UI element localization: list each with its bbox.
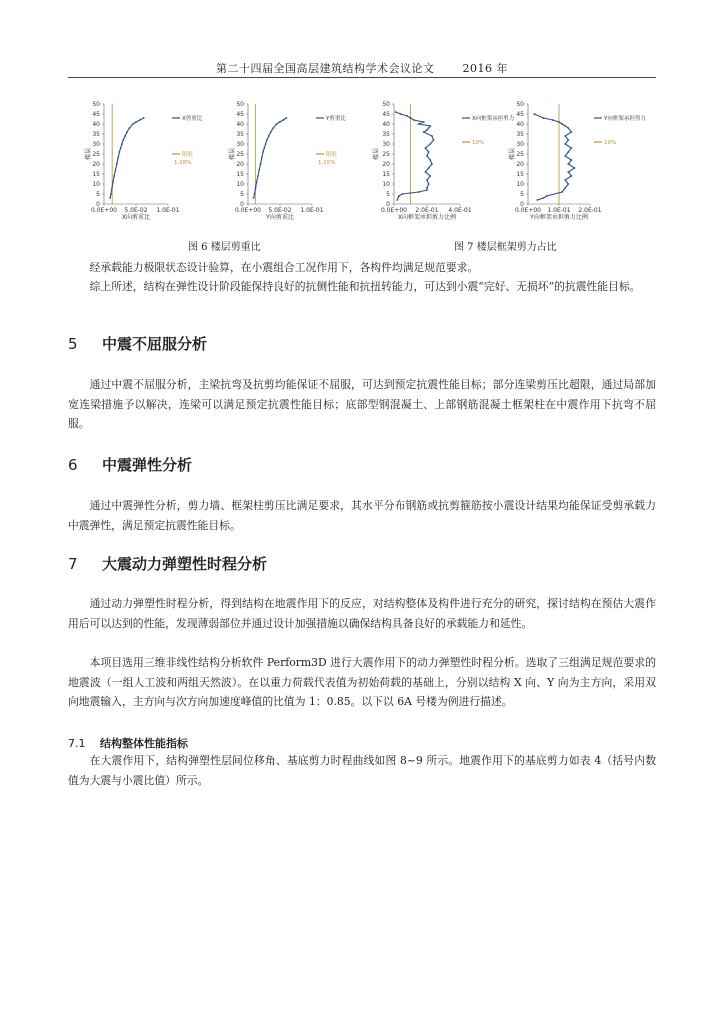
data-point bbox=[426, 179, 428, 181]
x-tick-label: 1.0E-01 bbox=[300, 207, 324, 214]
header-year: 2016 年 bbox=[462, 62, 508, 75]
data-point bbox=[257, 175, 259, 177]
data-point bbox=[261, 157, 263, 159]
data-point bbox=[124, 135, 126, 137]
section-6-title: 中震弹性分析 bbox=[102, 456, 193, 474]
data-point bbox=[406, 115, 408, 117]
section-5-paragraph: 通过中震不屈服分析，主梁抗弯及抗剪均能保证不屈服，可达到预定抗震性能目标；部分连梁剪压比超限，通过局部加宽连梁措施予以解决，连梁可以满足预定抗震性能目标；底部型钢混凝土、上部钢筋混凝土框架柱在中震作用下抗弯不屈服。 bbox=[68, 378, 656, 430]
data-point bbox=[564, 143, 566, 145]
data-point bbox=[110, 193, 112, 195]
data-point bbox=[564, 179, 566, 181]
data-point bbox=[286, 117, 288, 119]
data-point bbox=[428, 183, 430, 185]
legend-series-label: X剪重比 bbox=[182, 116, 203, 122]
chart-y-frame-shear-ratio-svg bbox=[508, 96, 652, 228]
y-tick-label: 40 bbox=[516, 121, 524, 128]
data-point bbox=[279, 121, 281, 123]
data-point bbox=[423, 131, 425, 133]
legend-series-label: X向框架承担剪力 bbox=[472, 116, 515, 122]
x-axis-label: Y向框架承担剪力比例 bbox=[530, 214, 588, 221]
y-axis-label: 楼层 bbox=[509, 147, 516, 161]
legend-limit-value: 1.28% bbox=[174, 160, 192, 166]
chart-x-frame-shear-ratio-svg bbox=[372, 96, 516, 228]
data-point bbox=[567, 151, 569, 153]
data-point bbox=[256, 181, 258, 183]
running-header bbox=[68, 60, 656, 76]
y-tick-label: 15 bbox=[382, 171, 390, 178]
y-tick-label: 45 bbox=[92, 111, 100, 118]
y-tick-label: 15 bbox=[516, 171, 524, 178]
data-point bbox=[429, 159, 431, 161]
chart-x-shear-weight-svg bbox=[84, 96, 228, 228]
fig7-caption: 图 7 楼层框架剪力占比 bbox=[454, 242, 557, 253]
data-point bbox=[135, 121, 137, 123]
section-7-1-heading bbox=[68, 735, 188, 751]
y-tick-label: 50 bbox=[236, 101, 244, 108]
data-point bbox=[546, 195, 548, 197]
x-tick-label: 1.0E-01 bbox=[156, 207, 180, 214]
data-point bbox=[433, 139, 435, 141]
data-point bbox=[571, 175, 573, 177]
section-7-paragraph-2: 本项目选用三维非线性结构分析软件 Perform3D 进行大震作用下的动力弹塑性时程分析。选取了三组满足规范要求的地震波（一组人工波和两组天然波）。在以重力荷载代表值为初始荷载的基础上，分别以结构 X 向、Y 向为主方向，采用双向地震输入，主方向与次方向加速度峰值的比值为 1：0.85。以下以 6A 号楼为例进行描述。 bbox=[68, 656, 656, 708]
y-tick-label: 5 bbox=[386, 191, 390, 198]
y-tick-label: 35 bbox=[516, 131, 524, 138]
data-point bbox=[258, 169, 260, 171]
data-point bbox=[564, 155, 566, 157]
data-point bbox=[429, 143, 431, 145]
x-tick-label: 0.0E+00 bbox=[91, 207, 117, 214]
data-point bbox=[418, 191, 420, 193]
data-point bbox=[423, 121, 425, 123]
section-6-number: 6 bbox=[68, 456, 78, 474]
data-point bbox=[571, 131, 573, 133]
x-tick-label: 5.0E-02 bbox=[268, 207, 292, 214]
data-point bbox=[111, 187, 113, 189]
data-point bbox=[574, 167, 576, 169]
y-tick-label: 20 bbox=[92, 161, 100, 168]
x-tick-label: 5.0E-02 bbox=[124, 207, 148, 214]
y-tick-label: 25 bbox=[516, 151, 524, 158]
data-point bbox=[429, 125, 431, 127]
data-point bbox=[429, 175, 431, 177]
data-point bbox=[567, 139, 569, 141]
legend-series-label: Y剪重比 bbox=[326, 116, 346, 122]
data-point bbox=[567, 183, 569, 185]
x-tick-label: 2.0E-01 bbox=[415, 207, 439, 214]
section-7-heading bbox=[68, 553, 267, 574]
y-tick-label: 20 bbox=[236, 161, 244, 168]
data-point bbox=[400, 113, 402, 115]
y-tick-label: 25 bbox=[236, 151, 244, 158]
y-tick-label: 45 bbox=[236, 111, 244, 118]
y-tick-label: 45 bbox=[516, 111, 524, 118]
y-tick-label: 5 bbox=[520, 191, 524, 198]
data-point bbox=[564, 187, 566, 189]
data-point bbox=[571, 147, 573, 149]
y-tick-label: 0 bbox=[96, 201, 100, 208]
data-point bbox=[113, 175, 115, 177]
data-point bbox=[265, 143, 267, 145]
data-point bbox=[431, 163, 433, 165]
data-point bbox=[571, 159, 573, 161]
header-rule bbox=[68, 77, 656, 78]
y-tick-label: 20 bbox=[382, 161, 390, 168]
legend-limit-value: 10% bbox=[604, 140, 617, 146]
y-tick-label: 0 bbox=[240, 201, 244, 208]
data-point bbox=[398, 195, 400, 197]
data-point bbox=[426, 129, 428, 131]
y-axis-label: 楼层 bbox=[373, 147, 380, 161]
chart-y-shear-weight bbox=[228, 96, 372, 228]
data-point bbox=[424, 171, 426, 173]
data-point bbox=[122, 139, 124, 141]
y-tick-label: 50 bbox=[516, 101, 524, 108]
y-tick-label: 30 bbox=[236, 141, 244, 148]
y-tick-label: 15 bbox=[92, 171, 100, 178]
data-point bbox=[567, 163, 569, 165]
data-point bbox=[270, 131, 272, 133]
y-tick-label: 20 bbox=[516, 161, 524, 168]
x-axis-label: Y向剪重比 bbox=[266, 214, 294, 221]
y-tick-label: 5 bbox=[96, 191, 100, 198]
data-point bbox=[282, 119, 284, 121]
data-point bbox=[262, 151, 264, 153]
legend-series-label: Y向框架承担剪力 bbox=[604, 116, 646, 122]
x-tick-label: 2.0E-01 bbox=[578, 207, 602, 214]
data-point bbox=[564, 125, 566, 127]
data-point bbox=[426, 189, 428, 191]
data-point bbox=[428, 151, 430, 153]
y-tick-label: 30 bbox=[92, 141, 100, 148]
section-7-paragraph-1: 通过动力弹塑性时程分析，得到结构在地震作用下的反应，对结构整体及构件进行充分的研究，探讨结构在预估大震作用后可以达到的性能，发现薄弱部位并通过设计加强措施以确保结构具备良好的承载能力和延性。 bbox=[68, 597, 656, 630]
data-point bbox=[129, 127, 131, 129]
section-5-heading bbox=[68, 333, 207, 354]
data-point bbox=[260, 163, 262, 165]
series-line bbox=[254, 118, 287, 198]
data-point bbox=[558, 121, 560, 123]
data-point bbox=[564, 135, 566, 137]
y-tick-label: 10 bbox=[92, 181, 100, 188]
x-tick-label: 1.0E-01 bbox=[547, 207, 571, 214]
section-7-number: 7 bbox=[68, 555, 78, 573]
data-point bbox=[428, 127, 430, 129]
chart-x-frame-shear-ratio bbox=[372, 96, 516, 228]
data-point bbox=[121, 143, 123, 145]
y-tick-label: 35 bbox=[92, 131, 100, 138]
y-tick-label: 10 bbox=[236, 181, 244, 188]
x-tick-label: 0.0E+00 bbox=[235, 207, 261, 214]
y-tick-label: 15 bbox=[236, 171, 244, 178]
section-5-number: 5 bbox=[68, 335, 78, 353]
y-tick-label: 40 bbox=[236, 121, 244, 128]
data-point bbox=[567, 127, 569, 129]
data-point bbox=[410, 117, 412, 119]
x-tick-label: 4.0E-01 bbox=[448, 207, 472, 214]
data-point bbox=[552, 119, 554, 121]
y-tick-label: 45 bbox=[382, 111, 390, 118]
y-tick-label: 10 bbox=[516, 181, 524, 188]
y-tick-label: 50 bbox=[382, 101, 390, 108]
y-tick-label: 25 bbox=[382, 151, 390, 158]
y-tick-label: 0 bbox=[386, 201, 390, 208]
data-point bbox=[426, 155, 428, 157]
paragraph-intro-2: 综上所述，结构在弹性设计阶段能保持良好的抗侧性能和抗扭转能力，可达到小震“完好、无损坏”的抗震性能目标。 bbox=[89, 280, 641, 293]
section-6-heading bbox=[68, 454, 192, 475]
data-point bbox=[268, 135, 270, 137]
data-point bbox=[120, 147, 122, 149]
data-point bbox=[424, 147, 426, 149]
y-tick-label: 35 bbox=[236, 131, 244, 138]
section-7-1-number: 7.1 bbox=[68, 737, 86, 750]
data-point bbox=[117, 157, 119, 159]
y-tick-label: 5 bbox=[240, 191, 244, 198]
x-axis-label: X向剪重比 bbox=[121, 214, 151, 221]
data-point bbox=[396, 199, 398, 201]
data-point bbox=[533, 113, 535, 115]
data-point bbox=[266, 139, 268, 141]
x-axis-label: X向框架承担剪力比例 bbox=[397, 214, 457, 221]
y-tick-label: 25 bbox=[92, 151, 100, 158]
legend-limit-value: 1.15% bbox=[318, 160, 336, 166]
legend-limit-label: 限值 bbox=[326, 152, 338, 158]
data-point bbox=[561, 123, 563, 125]
section-5-title: 中震不屈服分析 bbox=[102, 335, 208, 353]
data-point bbox=[115, 169, 117, 171]
section-7-1-title: 结构整体性能指标 bbox=[100, 737, 188, 750]
series-line bbox=[110, 118, 144, 198]
data-point bbox=[109, 197, 111, 199]
data-point bbox=[431, 135, 433, 137]
data-point bbox=[536, 199, 538, 201]
data-point bbox=[112, 181, 114, 183]
data-point bbox=[428, 167, 430, 169]
data-point bbox=[543, 197, 545, 199]
legend-limit-label: 限值 bbox=[182, 152, 194, 158]
series-line bbox=[534, 114, 574, 200]
data-point bbox=[132, 123, 134, 125]
data-point bbox=[118, 151, 120, 153]
data-point bbox=[139, 119, 141, 121]
chart-y-shear-weight-svg bbox=[228, 96, 372, 228]
data-point bbox=[567, 171, 569, 173]
x-tick-label: 0.0E+00 bbox=[515, 207, 541, 214]
y-axis-label: 楼层 bbox=[229, 147, 236, 161]
data-point bbox=[413, 119, 415, 121]
y-tick-label: 40 bbox=[92, 121, 100, 128]
legend-limit-value: 10% bbox=[472, 140, 485, 146]
paragraph-intro-1: 经承载能力极限状态设计验算，在小震组合工况作用下，各构件均满足规范要求。 bbox=[89, 261, 479, 274]
data-point bbox=[543, 117, 545, 119]
y-axis-label: 楼层 bbox=[85, 147, 92, 161]
y-tick-label: 30 bbox=[382, 141, 390, 148]
data-point bbox=[263, 147, 265, 149]
data-point bbox=[126, 131, 128, 133]
data-point bbox=[143, 117, 145, 119]
section-7-1-paragraph: 在大震作用下，结构弹塑性层间位移角、基底剪力时程曲线如图 8~9 所示。地震作用下的基底剪力如表 4（括号内数值为大震与小震比值）所示。 bbox=[68, 754, 656, 787]
section-6-paragraph: 通过中震弹性分析，剪力墙、框架柱剪压比满足要求，其水平分布钢筋或抗剪箍筋按小震设计结果均能保证受剪承载力中震弹性，满足预定抗震性能目标。 bbox=[68, 499, 656, 532]
data-point bbox=[276, 123, 278, 125]
data-point bbox=[401, 193, 403, 195]
data-point bbox=[272, 127, 274, 129]
y-tick-label: 30 bbox=[516, 141, 524, 148]
x-tick-label: 0.0E+00 bbox=[381, 207, 407, 214]
y-tick-label: 35 bbox=[382, 131, 390, 138]
data-point bbox=[253, 197, 255, 199]
conference-name: 第二十四届全国高层建筑结构学术会议论文 bbox=[216, 62, 435, 75]
chart-y-frame-shear-ratio bbox=[508, 96, 652, 228]
data-point bbox=[254, 193, 256, 195]
data-point bbox=[255, 187, 257, 189]
data-point bbox=[426, 187, 428, 189]
y-tick-label: 0 bbox=[520, 201, 524, 208]
data-point bbox=[418, 123, 420, 125]
y-tick-label: 50 bbox=[92, 101, 100, 108]
data-point bbox=[395, 111, 397, 113]
data-point bbox=[561, 191, 563, 193]
data-point bbox=[116, 163, 118, 165]
chart-x-shear-weight bbox=[84, 96, 228, 228]
y-tick-label: 10 bbox=[382, 181, 390, 188]
fig6-caption: 图 6 楼层剪重比 bbox=[188, 242, 261, 253]
section-7-title: 大震动力弹塑性时程分析 bbox=[102, 555, 268, 573]
y-tick-label: 40 bbox=[382, 121, 390, 128]
